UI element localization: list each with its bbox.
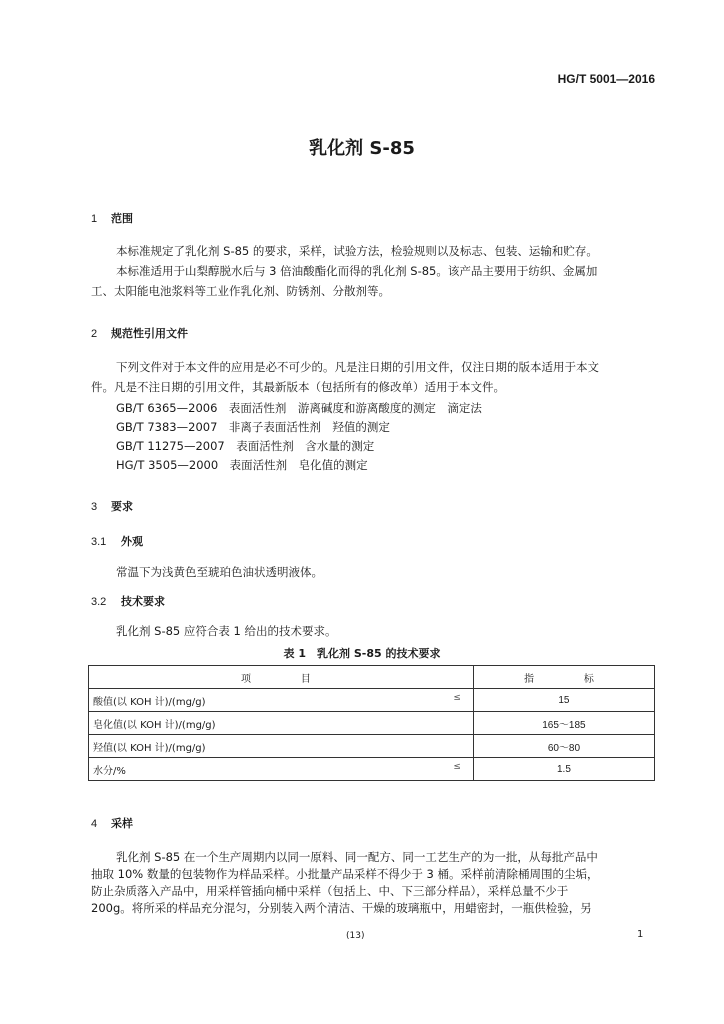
- table-cell-item: [89, 712, 474, 735]
- paragraph: 工、太阳能电池浆料等工业作乳化剂、防锈剂、分散剂等。: [91, 284, 390, 298]
- table-cell-item: [89, 758, 474, 781]
- paragraph: 件。凡是不注日期的引用文件，其最新版本（包括所有的修改单）适用于本文件。: [91, 380, 505, 394]
- reference-item: HG/T 3505—2000 表面活性剂 皂化值的测定: [116, 458, 368, 472]
- section-number: 3.1: [91, 536, 107, 548]
- inequality-sign: ≤: [453, 762, 461, 772]
- section-4-heading: [91, 815, 133, 831]
- section-3-1-body: [116, 562, 323, 582]
- standard-code: HG/T 5001—2016: [557, 72, 655, 86]
- section-number: 3: [91, 501, 98, 513]
- page-number: (13): [346, 931, 365, 941]
- section-title: 范围: [111, 212, 133, 225]
- section-number: 4: [91, 818, 98, 830]
- section-1-heading: [91, 210, 133, 226]
- table-row: [89, 712, 655, 735]
- item-label: 羟值(以 KOH 计)/(mg/g): [93, 742, 206, 754]
- folio-number: 1: [637, 929, 644, 940]
- section-title: 要求: [111, 500, 133, 513]
- section-2-heading: [91, 325, 188, 341]
- section-3-1-heading: [91, 533, 143, 549]
- section-4-body: [91, 849, 661, 917]
- section-title: 采样: [111, 817, 133, 830]
- section-title: 外观: [121, 535, 143, 548]
- table-header-row: [89, 666, 655, 689]
- item-label: 酸值(以 KOH 计)/(mg/g): [93, 696, 206, 708]
- section-number: 2: [91, 328, 98, 340]
- paragraph: 本标准适用于山梨醇脱水后与 3 倍油酸酯化而得的乳化剂 S-85。该产品主要用于纺织、金属加: [116, 264, 598, 278]
- paragraph: 常温下为浅黄色至琥珀色油状透明液体。: [116, 565, 323, 579]
- item-label: 皂化值(以 KOH 计)/(mg/g): [93, 719, 216, 731]
- table-row: [89, 758, 655, 781]
- paragraph: 本标准规定了乳化剂 S-85 的要求，采样，试验方法，检验规则以及标志、包装、运输和贮存。: [116, 244, 598, 258]
- table-cell-item: [89, 689, 474, 712]
- inequality-sign: ≤: [453, 693, 461, 703]
- section-title: 规范性引用文件: [111, 327, 188, 340]
- reference-item: GB/T 6365—2006 表面活性剂 游离碱度和游离酸度的测定 滴定法: [116, 401, 482, 415]
- table-cell-value: 15: [473, 689, 654, 712]
- paragraph: 抽取 10% 数量的包装物作为样品采样。小批量产品采样不得少于 3 桶。采样前清除桶周围的尘垢，: [91, 867, 599, 881]
- table-cell-value: 1.5: [473, 758, 654, 781]
- table-row: [89, 735, 655, 758]
- requirements-table: [88, 665, 655, 781]
- reference-item: GB/T 7383—2007 非离子表面活性剂 羟值的测定: [116, 420, 390, 434]
- section-2-body: [91, 357, 661, 397]
- paragraph: 200g。将所采的样品充分混匀，分别装入两个清洁、干燥的玻璃瓶中，用蜡密封，一瓶供检验，另: [91, 901, 592, 915]
- paragraph: 乳化剂 S-85 应符合表 1 给出的技术要求。: [116, 624, 337, 638]
- document-title: 乳化剂 S-85: [309, 138, 415, 159]
- section-number: 1: [91, 213, 98, 225]
- table-cell-value: 165～185: [473, 712, 654, 735]
- section-number: 3.2: [91, 596, 107, 608]
- paragraph: 下列文件对于本文件的应用是必不可少的。凡是注日期的引用文件，仅注日期的版本适用于本文: [116, 360, 599, 374]
- reference-item: GB/T 11275—2007 表面活性剂 含水量的测定: [116, 439, 375, 453]
- paragraph: 乳化剂 S-85 在一个生产周期内以同一原料、同一配方、同一工艺生产的为一批，从每批产品中: [116, 850, 598, 864]
- section-title: 技术要求: [121, 595, 165, 608]
- reference-list: [116, 399, 482, 475]
- table-row: [89, 689, 655, 712]
- paragraph: 防止杂质落入产品中，用采样管插向桶中采样（包括上、中、下三部分样品），采样总量不少于: [91, 884, 569, 898]
- section-3-heading: [91, 498, 133, 514]
- section-1-body: [91, 241, 661, 301]
- table-cell-value: 60～80: [473, 735, 654, 758]
- header-item: 项 目: [89, 666, 474, 689]
- section-3-2-body: [116, 621, 337, 641]
- table-caption: 表 1 乳化剂 S-85 的技术要求: [283, 647, 441, 660]
- header-value: 指 标: [473, 666, 654, 689]
- table-cell-item: [89, 735, 474, 758]
- item-label: 水分/%: [93, 765, 126, 777]
- section-3-2-heading: [91, 593, 165, 609]
